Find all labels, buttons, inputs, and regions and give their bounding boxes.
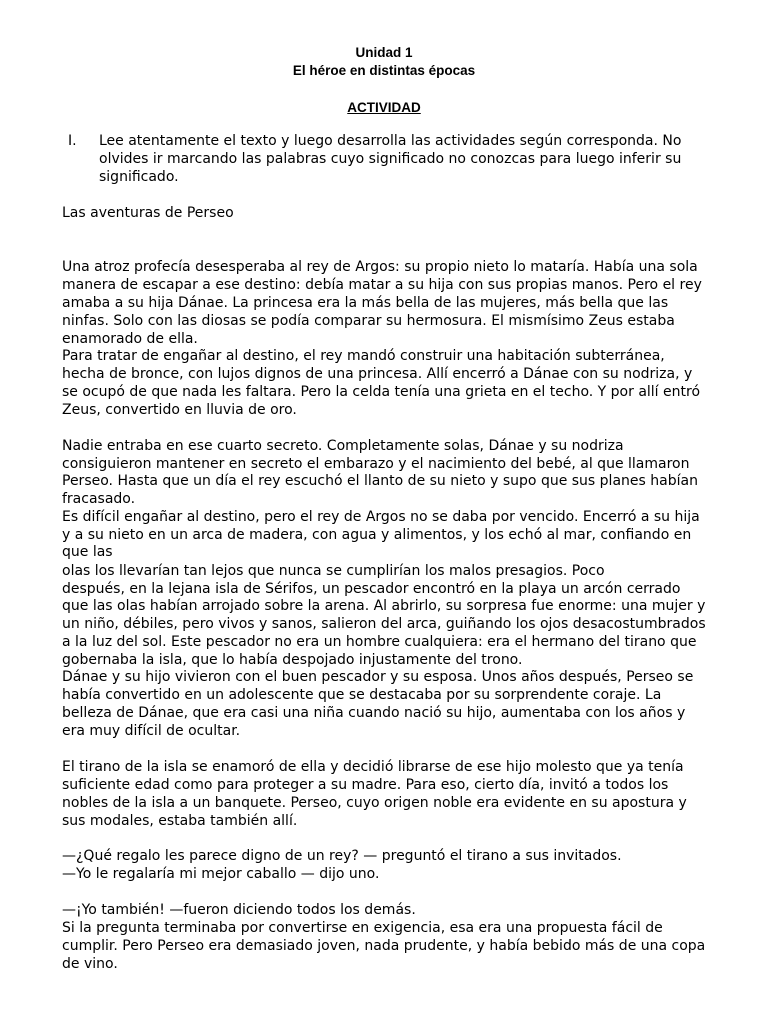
story-line: que las bbox=[62, 544, 113, 560]
story-line: suficiente edad como para proteger a su madre. Para eso, cierto día, invitó a todos los bbox=[62, 777, 669, 793]
story-line: manera de escapar a ese destino: debía matar a su hija con sus propias manos. Pero el rey bbox=[62, 277, 702, 293]
story-line: y a su nieto en un arca de madera, con agua y alimentos, y los echó al mar, confiando en bbox=[62, 527, 692, 543]
story-line: —Yo le regalaría mi mejor caballo — dijo uno. bbox=[62, 866, 380, 882]
instruction-line: olvides ir marcando las palabras cuyo significado no conozcas para luego inferir su bbox=[99, 151, 682, 167]
story-line: Dánae y su hijo vivieron con el buen pescador y su esposa. Unos años después, Perseo se bbox=[62, 669, 694, 685]
story-line: ninfas. Solo con las diosas se podía comparar su hermosura. El mismísimo Zeus estaba bbox=[62, 313, 675, 329]
unit-heading: Unidad 1 bbox=[355, 45, 413, 60]
instruction-text bbox=[99, 132, 711, 186]
story-line: había convertido en un adolescente que se destacaba por su sorprendente coraje. La bbox=[62, 687, 662, 703]
unit-subtitle: El héroe en distintas épocas bbox=[292, 63, 476, 78]
story-line: Perseo. Hasta que un día el rey escuchó el llanto de su nieto y supo que sus planes habían bbox=[62, 473, 698, 489]
story-line: olas los llevarían tan lejos que nunca se cumplirían los malos presagios. Poco bbox=[62, 563, 605, 579]
story-line: Es difícil engañar al destino, pero el rey de Argos no se daba por vencido. Encerró a su hija bbox=[62, 509, 700, 525]
story-line: se ocupó de que nada les faltara. Pero la celda tenía una grieta en el techo. Y por allí entró bbox=[62, 384, 701, 400]
story-line: —¡Yo también! —fueron diciendo todos los demás. bbox=[62, 902, 416, 918]
story-line: era muy difícil de ocultar. bbox=[62, 723, 241, 739]
story-line: Nadie entraba en ese cuarto secreto. Completamente solas, Dánae y su nodriza bbox=[62, 438, 624, 454]
story-line: —¿Qué regalo les parece digno de un rey? — preguntó el tirano a sus invitados. bbox=[62, 848, 622, 864]
story-line: Zeus, convertido en lluvia de oro. bbox=[62, 402, 297, 418]
story-line: Una atroz profecía desesperaba al rey de Argos: su propio nieto lo mataría. Había una sola bbox=[62, 259, 698, 275]
story-line: fracasado. bbox=[62, 491, 136, 507]
story-line: que las olas habían arrojado sobre la arena. Al abrirlo, su sorpresa fue enorme: una mujer y bbox=[62, 598, 706, 614]
story-line: después, en la lejana isla de Sérifos, un pescador encontró en la playa un arcón cerrado bbox=[62, 581, 681, 597]
story-line: sus modales, estaba también allí. bbox=[62, 813, 298, 829]
story-line: un niño, débiles, pero vivos y sanos, salieron del arca, guiñando los ojos desacostumbrados bbox=[62, 616, 706, 632]
instruction-line: significado. bbox=[99, 169, 179, 185]
story-line: de vino. bbox=[62, 956, 118, 972]
story-line: gobernaba la isla, que lo había despojado injustamente del trono. bbox=[62, 652, 523, 668]
story-line: Para tratar de engañar al destino, el rey mandó construir una habitación subterránea, bbox=[62, 348, 665, 364]
instruction-line: Lee atentamente el texto y luego desarrolla las actividades según corresponda. No bbox=[99, 133, 682, 149]
story-line: amaba a su hija Dánae. La princesa era la más bella de las mujeres, más bella que las bbox=[62, 295, 669, 311]
story-title: Las aventuras de Perseo bbox=[62, 205, 234, 221]
story-line: hecha de bronce, con lujos dignos de una princesa. Allí encerró a Dánae con su nodriza, y bbox=[62, 366, 693, 382]
story-line: belleza de Dánae, que era casi una niña cuando nació su hijo, aumentaba con los años y bbox=[62, 705, 686, 721]
story-line: enamorado de ella. bbox=[62, 331, 198, 347]
story-line: El tirano de la isla se enamoró de ella y decidió librarse de ese hijo molesto que ya tenía bbox=[62, 759, 684, 775]
story-line: cumplir. Pero Perseo era demasiado joven, nada prudente, y había bebido más de una copa bbox=[62, 938, 706, 954]
activity-heading: ACTIVIDAD bbox=[347, 100, 421, 115]
story-line: Si la pregunta terminaba por convertirse en exigencia, esa era una propuesta fácil de bbox=[62, 920, 663, 936]
story-line: a la luz del sol. Este pescador no era un hombre cualquiera: era el hermano del tirano que bbox=[62, 634, 697, 650]
story-line: consiguieron mantener en secreto el embarazo y el nacimiento del bebé, al que llamaron bbox=[62, 456, 690, 472]
story-line: nobles de la isla a un banquete. Perseo, cuyo origen noble era evidente en su apostura y bbox=[62, 795, 687, 811]
instruction-number: I. bbox=[68, 133, 77, 149]
